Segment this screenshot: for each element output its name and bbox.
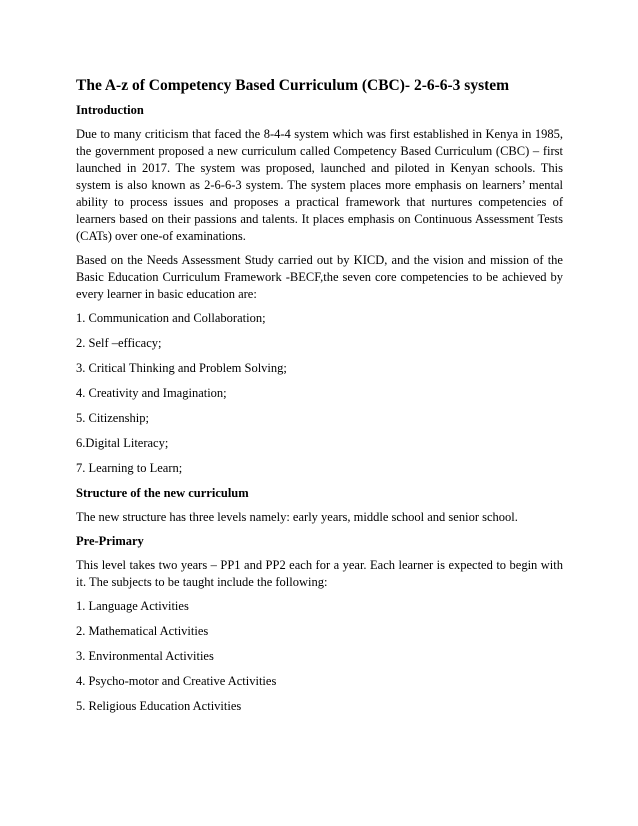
list-item: 2. Mathematical Activities <box>76 624 209 638</box>
list-item: 4. Creativity and Imagination; <box>76 386 227 400</box>
intro-heading: Introduction <box>76 103 144 117</box>
list-item: 5. Religious Education Activities <box>76 699 242 713</box>
list-item: 1. Language Activities <box>76 599 189 613</box>
competencies-paragraph: Based on the Needs Assessment Study carried out by KICD, and the vision and mission of the Basic Education Curriculum Framework -BECF,the seven core competencies to be achieved by every learner in basic education are: <box>76 253 563 301</box>
structure-heading: Structure of the new curriculum <box>76 486 249 500</box>
list-item: 3. Environmental Activities <box>76 649 214 663</box>
list-item: 6.Digital Literacy; <box>76 436 169 450</box>
subjects-list <box>76 598 563 715</box>
document-title: The A-z of Competency Based Curriculum (CBC)- 2-6-6-3 system <box>76 77 510 94</box>
intro-paragraph: Due to many criticism that faced the 8-4-4 system which was first established in Kenya in 1985, the government proposed a new curriculum called Competency Based Curriculum (CBC) – first launched in 2017. The system was proposed, launched and piloted in Kenyan schools. This system is also known as 2-6-6-3 system. The system places more emphasis on learners’ mental ability to process issues and proposes a practical framework that nurtures competencies of learners based on their passions and talents. It places emphasis on Continuous Assessment Tests (CATs) over one-of examinations. <box>76 127 563 243</box>
document-page <box>76 76 563 723</box>
competencies-list <box>76 310 563 477</box>
list-item: 5. Citizenship; <box>76 411 149 425</box>
preprimary-heading: Pre-Primary <box>76 534 144 548</box>
list-item: 1. Communication and Collaboration; <box>76 311 266 325</box>
structure-paragraph: The new structure has three levels namely: early years, middle school and senior school. <box>76 510 518 524</box>
list-item: 4. Psycho-motor and Creative Activities <box>76 674 277 688</box>
list-item: 3. Critical Thinking and Problem Solving; <box>76 361 287 375</box>
preprimary-paragraph: This level takes two years – PP1 and PP2 each for a year. Each learner is expected to begin with it. The subjects to be taught include the following: <box>76 558 563 589</box>
list-item: 2. Self –efficacy; <box>76 336 162 350</box>
list-item: 7. Learning to Learn; <box>76 461 183 475</box>
